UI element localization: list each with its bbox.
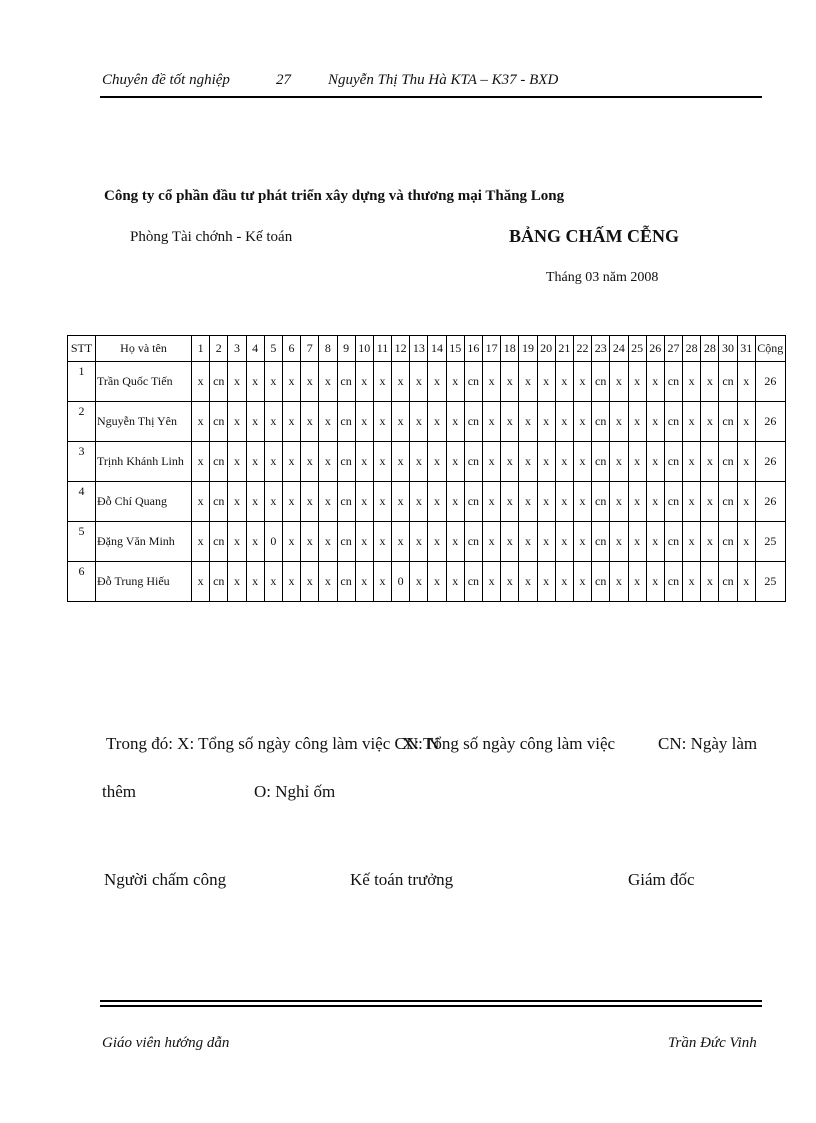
day-cell: x (501, 442, 519, 482)
day-cell: x (355, 402, 373, 442)
day-cell: x (610, 442, 628, 482)
day-cell: x (264, 482, 282, 522)
day-cell: x (483, 442, 501, 482)
day-cell: cn (337, 522, 355, 562)
day-cell: x (683, 522, 701, 562)
day-cell: x (301, 522, 319, 562)
day-cell: cn (664, 442, 682, 482)
day-cell: x (519, 522, 537, 562)
day-cell: x (628, 442, 646, 482)
column-header-day: 22 (573, 336, 591, 362)
day-cell: x (392, 482, 410, 522)
day-cell: x (537, 482, 555, 522)
day-cell: x (373, 482, 391, 522)
day-cell: cn (592, 522, 610, 562)
day-cell: cn (464, 442, 482, 482)
day-cell: cn (664, 402, 682, 442)
column-header-day: 11 (373, 336, 391, 362)
column-header-day: 24 (610, 336, 628, 362)
day-cell: x (246, 442, 264, 482)
day-cell: x (228, 482, 246, 522)
column-header-day: 13 (410, 336, 428, 362)
day-cell: x (319, 402, 337, 442)
day-cell: cn (719, 402, 737, 442)
day-cell: x (373, 562, 391, 602)
day-cell: cn (464, 562, 482, 602)
note-line1-c: CN: Ngày làm (658, 734, 758, 753)
day-cell: x (355, 442, 373, 482)
day-cell: x (683, 482, 701, 522)
row-stt: 2 (68, 402, 96, 442)
day-cell: x (683, 442, 701, 482)
document-period: Tháng 03 năm 2008 (546, 270, 659, 285)
header-page-number: 27 (276, 72, 291, 88)
day-cell: cn (210, 402, 228, 442)
day-cell: x (355, 482, 373, 522)
day-cell: x (264, 442, 282, 482)
day-cell: x (246, 562, 264, 602)
column-header-day: 9 (337, 336, 355, 362)
day-cell: x (628, 482, 646, 522)
day-cell: x (446, 562, 464, 602)
day-cell: x (282, 482, 300, 522)
column-header-day: 4 (246, 336, 264, 362)
day-cell: cn (719, 482, 737, 522)
day-cell: x (428, 482, 446, 522)
column-header-day: 26 (646, 336, 664, 362)
day-cell: x (483, 402, 501, 442)
day-cell: x (428, 402, 446, 442)
day-cell: x (228, 442, 246, 482)
column-header-day: 18 (501, 336, 519, 362)
signature-timekeeper: Người chấm công (104, 870, 227, 889)
row-employee-name: Đặng Văn Minh (96, 522, 192, 562)
day-cell: x (319, 442, 337, 482)
footer-rule-bottom (100, 1005, 762, 1007)
day-cell: x (683, 562, 701, 602)
company-name: Công ty cổ phần đầu tư phát triển xây dựng và thương mại Thăng Long (104, 188, 565, 204)
row-employee-name: Đỗ Trung Hiếu (96, 562, 192, 602)
column-header-day: 2 (210, 336, 228, 362)
department-name: Phòng Tài chớnh - Kế toán (130, 229, 293, 245)
footer-supervisor-name: Trần Đức Vinh (668, 1035, 757, 1051)
row-total: 25 (755, 562, 785, 602)
day-cell: x (519, 402, 537, 442)
column-header-day: 23 (592, 336, 610, 362)
column-header-day: 28 (683, 336, 701, 362)
day-cell: x (737, 482, 755, 522)
column-header-day: 17 (483, 336, 501, 362)
day-cell: 0 (392, 562, 410, 602)
column-header-day: 7 (301, 336, 319, 362)
day-cell: x (246, 362, 264, 402)
day-cell: x (628, 402, 646, 442)
day-cell: cn (719, 562, 737, 602)
day-cell: x (428, 362, 446, 402)
signature-director: Giám đốc (628, 870, 695, 889)
day-cell: x (628, 522, 646, 562)
day-cell: x (646, 482, 664, 522)
day-cell: x (301, 562, 319, 602)
day-cell: x (519, 362, 537, 402)
day-cell: x (355, 562, 373, 602)
column-header-day: 10 (355, 336, 373, 362)
document-title: BẢNG CHẤM CỄNG (509, 226, 679, 246)
day-cell: x (228, 522, 246, 562)
column-header-day: 31 (737, 336, 755, 362)
day-cell: x (319, 362, 337, 402)
day-cell: x (428, 522, 446, 562)
day-cell: x (555, 562, 573, 602)
day-cell: x (301, 402, 319, 442)
note-line2-a: thêm (102, 782, 136, 801)
day-cell: x (701, 482, 719, 522)
row-employee-name: Trần Quốc Tiến (96, 362, 192, 402)
day-cell: x (373, 522, 391, 562)
table-header-row (68, 336, 786, 362)
day-cell: x (483, 362, 501, 402)
column-header-day: 19 (519, 336, 537, 362)
row-total: 26 (755, 442, 785, 482)
day-cell: x (373, 362, 391, 402)
day-cell: x (501, 402, 519, 442)
day-cell: x (701, 402, 719, 442)
row-stt: 1 (68, 362, 96, 402)
footer-supervisor-label: Giáo viên hướng dẫn (102, 1035, 230, 1051)
day-cell: x (264, 362, 282, 402)
day-cell: x (282, 402, 300, 442)
day-cell: cn (210, 442, 228, 482)
day-cell: x (428, 442, 446, 482)
day-cell: x (555, 522, 573, 562)
day-cell: x (355, 362, 373, 402)
day-cell: x (610, 402, 628, 442)
day-cell: x (646, 362, 664, 402)
day-cell: x (501, 482, 519, 522)
day-cell: x (646, 442, 664, 482)
column-header-day: 3 (228, 336, 246, 362)
day-cell: x (573, 362, 591, 402)
day-cell: x (555, 402, 573, 442)
day-cell: x (246, 482, 264, 522)
day-cell: x (683, 362, 701, 402)
day-cell: x (446, 402, 464, 442)
column-header-day: 14 (428, 336, 446, 362)
table-row (68, 442, 786, 482)
day-cell: x (683, 402, 701, 442)
day-cell: x (392, 442, 410, 482)
day-cell: x (410, 402, 428, 442)
signature-chief-accountant: Kế toán trưởng (350, 870, 454, 889)
day-cell: cn (337, 362, 355, 402)
table-row (68, 522, 786, 562)
day-cell: cn (464, 402, 482, 442)
day-cell: x (537, 442, 555, 482)
day-cell: x (610, 482, 628, 522)
day-cell: x (410, 522, 428, 562)
day-cell: x (737, 522, 755, 562)
day-cell: x (446, 362, 464, 402)
day-cell: x (555, 442, 573, 482)
column-header-name: Họ và tên (96, 336, 192, 362)
column-header-day: 1 (192, 336, 210, 362)
day-cell: x (573, 562, 591, 602)
day-cell: x (519, 482, 537, 522)
day-cell: x (228, 362, 246, 402)
row-total: 26 (755, 362, 785, 402)
header-topic: Chuyên đề tốt nghiệp (102, 72, 230, 88)
day-cell: x (301, 362, 319, 402)
day-cell: x (483, 562, 501, 602)
day-cell: x (355, 522, 373, 562)
day-cell: x (519, 442, 537, 482)
header-rule (100, 96, 762, 98)
day-cell: x (192, 522, 210, 562)
day-cell: x (537, 522, 555, 562)
column-header-total: Cộng (755, 336, 785, 362)
column-header-day: 30 (719, 336, 737, 362)
day-cell: x (410, 482, 428, 522)
column-header-day: 15 (446, 336, 464, 362)
day-cell: x (737, 362, 755, 402)
day-cell: x (410, 442, 428, 482)
day-cell: cn (337, 442, 355, 482)
day-cell: x (192, 362, 210, 402)
day-cell: cn (664, 562, 682, 602)
row-total: 26 (755, 402, 785, 442)
column-header-day: 20 (537, 336, 555, 362)
column-header-day: 8 (319, 336, 337, 362)
row-stt: 3 (68, 442, 96, 482)
day-cell: cn (337, 562, 355, 602)
day-cell: x (573, 402, 591, 442)
day-cell: x (537, 362, 555, 402)
day-cell: x (373, 402, 391, 442)
day-cell: x (501, 522, 519, 562)
table-row (68, 402, 786, 442)
day-cell: x (737, 442, 755, 482)
day-cell: x (410, 362, 428, 402)
column-header-day: 12 (392, 336, 410, 362)
day-cell: x (246, 402, 264, 442)
day-cell: x (228, 562, 246, 602)
day-cell: x (282, 442, 300, 482)
day-cell: x (701, 562, 719, 602)
day-cell: cn (592, 362, 610, 402)
day-cell: x (737, 402, 755, 442)
header-author: Nguyễn Thị Thu Hà KTA – K37 - BXD (328, 72, 559, 88)
day-cell: x (264, 562, 282, 602)
day-cell: cn (664, 522, 682, 562)
day-cell: x (319, 522, 337, 562)
day-cell: x (646, 402, 664, 442)
day-cell: x (246, 522, 264, 562)
day-cell: x (646, 562, 664, 602)
row-stt: 5 (68, 522, 96, 562)
day-cell: x (264, 402, 282, 442)
day-cell: x (519, 562, 537, 602)
day-cell: x (282, 562, 300, 602)
day-cell: x (446, 482, 464, 522)
day-cell: cn (337, 482, 355, 522)
day-cell: cn (210, 522, 228, 562)
day-cell: x (428, 562, 446, 602)
day-cell: x (555, 362, 573, 402)
day-cell: cn (210, 482, 228, 522)
day-cell: x (446, 522, 464, 562)
column-header-day: 21 (555, 336, 573, 362)
day-cell: x (483, 522, 501, 562)
day-cell: x (483, 482, 501, 522)
day-cell: x (319, 482, 337, 522)
day-cell: x (555, 482, 573, 522)
day-cell: cn (592, 562, 610, 602)
day-cell: cn (719, 442, 737, 482)
day-cell: x (392, 402, 410, 442)
day-cell: x (737, 562, 755, 602)
day-cell: x (192, 402, 210, 442)
note-line1-b: X: Tổng số ngày công làm việc (402, 734, 616, 753)
day-cell: x (646, 522, 664, 562)
note-line1-a: Trong đó: X: Tổng số ngày công làm việc CN: N (106, 734, 440, 753)
day-cell: x (301, 442, 319, 482)
day-cell: 0 (264, 522, 282, 562)
day-cell: x (392, 362, 410, 402)
day-cell: cn (464, 522, 482, 562)
day-cell: cn (719, 522, 737, 562)
day-cell: cn (464, 362, 482, 402)
day-cell: x (192, 562, 210, 602)
column-header-day: 25 (628, 336, 646, 362)
table-row (68, 362, 786, 402)
day-cell: x (628, 562, 646, 602)
day-cell: x (537, 402, 555, 442)
row-employee-name: Trịnh Khánh Linh (96, 442, 192, 482)
day-cell: x (228, 402, 246, 442)
day-cell: x (701, 362, 719, 402)
day-cell: cn (464, 482, 482, 522)
day-cell: x (573, 482, 591, 522)
day-cell: cn (592, 482, 610, 522)
row-employee-name: Đỗ Chí Quang (96, 482, 192, 522)
day-cell: x (573, 442, 591, 482)
day-cell: x (501, 362, 519, 402)
table-row (68, 562, 786, 602)
day-cell: cn (337, 402, 355, 442)
footer-rule-top (100, 1000, 762, 1002)
column-header-stt: STT (68, 336, 96, 362)
day-cell: x (301, 482, 319, 522)
day-cell: x (373, 442, 391, 482)
day-cell: x (192, 482, 210, 522)
day-cell: x (319, 562, 337, 602)
column-header-day: 27 (664, 336, 682, 362)
column-header-day: 28 (701, 336, 719, 362)
day-cell: cn (210, 362, 228, 402)
day-cell: x (701, 522, 719, 562)
row-stt: 4 (68, 482, 96, 522)
day-cell: x (410, 562, 428, 602)
column-header-day: 5 (264, 336, 282, 362)
day-cell: x (392, 522, 410, 562)
attendance-table (67, 335, 786, 602)
row-total: 25 (755, 522, 785, 562)
table-row (68, 482, 786, 522)
day-cell: cn (592, 402, 610, 442)
day-cell: cn (719, 362, 737, 402)
column-header-day: 6 (282, 336, 300, 362)
day-cell: x (192, 442, 210, 482)
row-employee-name: Nguyễn Thị Yên (96, 402, 192, 442)
day-cell: x (501, 562, 519, 602)
day-cell: x (701, 442, 719, 482)
day-cell: x (446, 442, 464, 482)
day-cell: x (573, 522, 591, 562)
day-cell: x (610, 522, 628, 562)
day-cell: x (610, 562, 628, 602)
day-cell: cn (664, 482, 682, 522)
day-cell: cn (592, 442, 610, 482)
row-stt: 6 (68, 562, 96, 602)
day-cell: x (282, 522, 300, 562)
note-line2-b: O: Nghỉ ốm (254, 782, 336, 801)
row-total: 26 (755, 482, 785, 522)
day-cell: x (537, 562, 555, 602)
column-header-day: 16 (464, 336, 482, 362)
day-cell: x (282, 362, 300, 402)
day-cell: cn (664, 362, 682, 402)
day-cell: x (628, 362, 646, 402)
day-cell: x (610, 362, 628, 402)
day-cell: cn (210, 562, 228, 602)
